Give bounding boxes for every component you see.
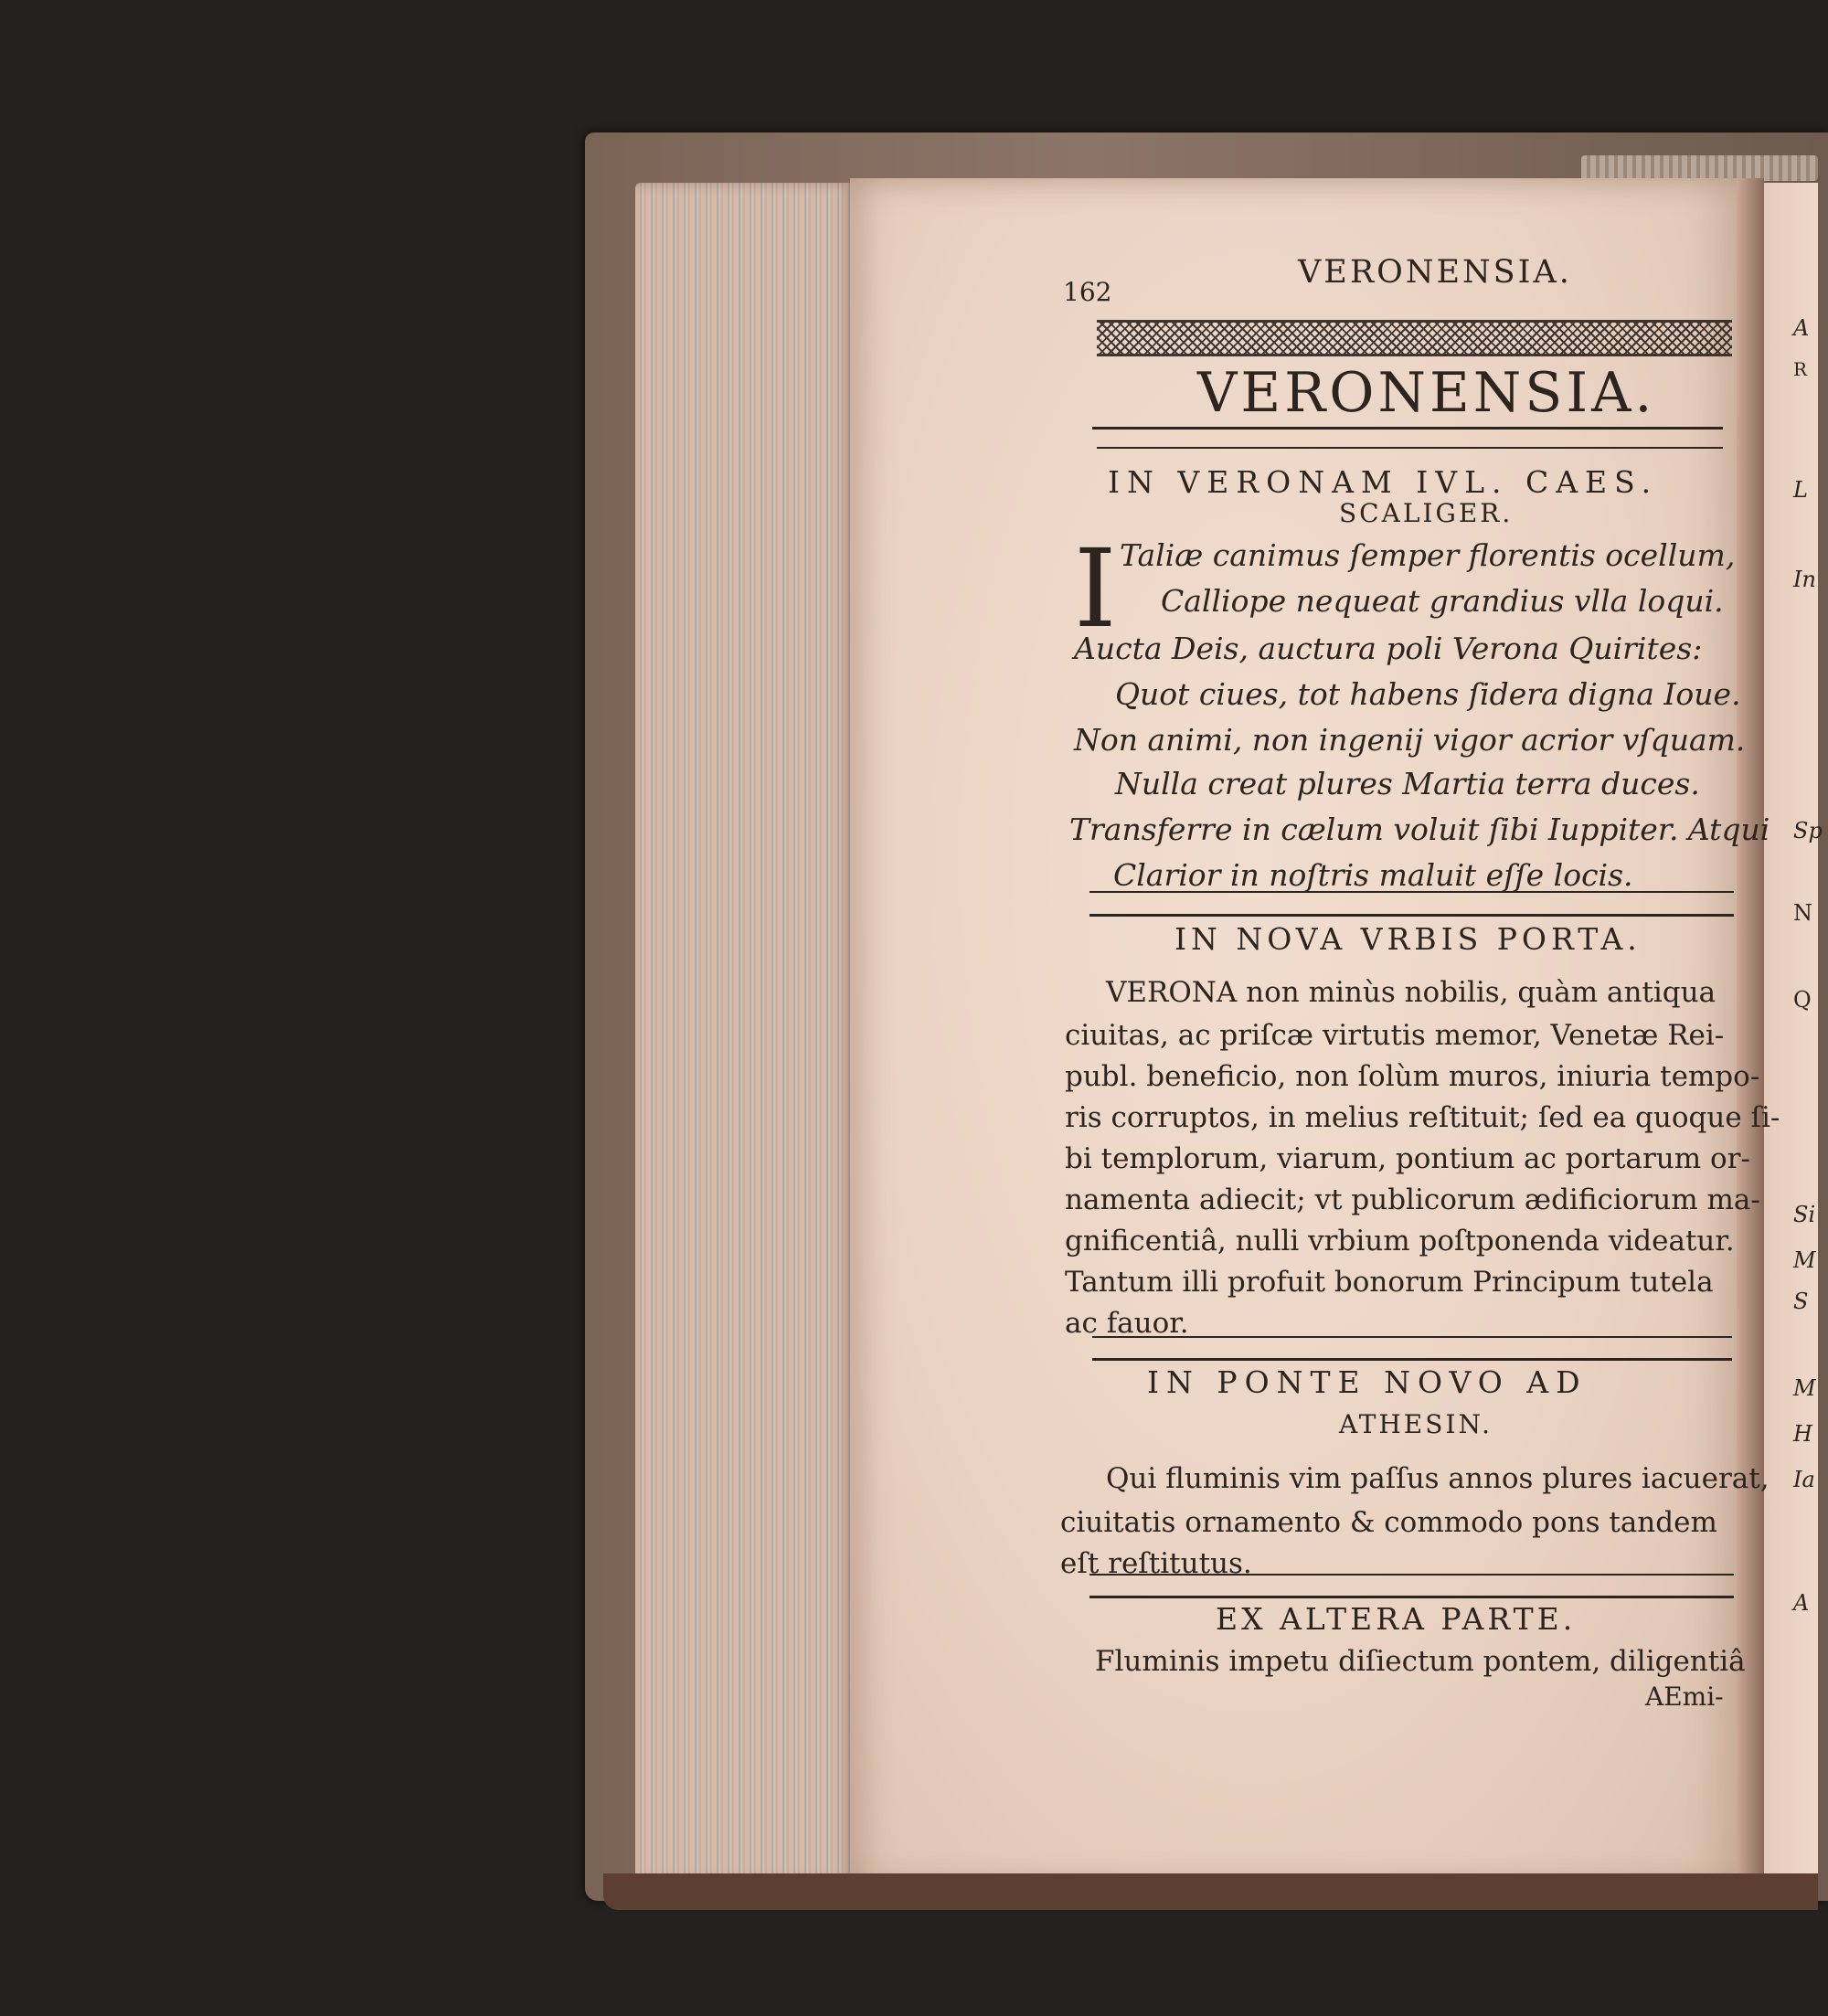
page-edges xyxy=(635,183,855,1883)
catchword: AEmi- xyxy=(1645,1682,1724,1712)
prose-line: ciuitatis ornamento & commodo pons tandem xyxy=(1060,1506,1717,1539)
facing-fragment: A xyxy=(1793,1590,1810,1616)
facing-fragment: H xyxy=(1793,1421,1812,1447)
section-subheading: SCALIGER. xyxy=(1339,498,1514,528)
rule xyxy=(1097,447,1723,449)
prose-line: publ. beneficio, non ſolùm muros, iniuria tempo- xyxy=(1065,1060,1760,1093)
facing-fragment: Sp xyxy=(1793,818,1823,844)
prose-line: ac fauor. xyxy=(1065,1307,1189,1340)
facing-fragment: M xyxy=(1793,1247,1816,1273)
rule xyxy=(1092,1358,1732,1361)
verse-line: Non animi, non ingenij vigor acrior vſquam. xyxy=(1074,722,1746,758)
facing-fragment: L xyxy=(1793,477,1808,503)
prose-line: namenta adiecit; vt publicorum ædificiorum ma- xyxy=(1065,1183,1760,1216)
running-head: VERONENSIA. xyxy=(1298,254,1572,291)
prose-line: ris corruptos, in melius reſtituit; ſed ea quoque ſi- xyxy=(1065,1101,1780,1134)
rule xyxy=(1089,891,1734,893)
prose-line: gnificentiâ, nulli vrbium poſtponenda videatur. xyxy=(1065,1225,1735,1257)
facing-fragment: S xyxy=(1793,1289,1809,1314)
facing-page xyxy=(1764,183,1818,1883)
prose-line: eſt reſtitutus. xyxy=(1060,1547,1252,1580)
verse-line: Transferre in cælum voluit ſibi Iuppiter. Atqui xyxy=(1069,812,1770,847)
facing-fragment: R xyxy=(1793,358,1808,380)
verse-line: Taliæ canimus ſemper florentis ocellum, xyxy=(1120,537,1736,573)
facing-fragment: A xyxy=(1793,315,1810,341)
page-number: 162 xyxy=(1063,277,1112,307)
facing-fragment: Ia xyxy=(1793,1467,1815,1492)
headband xyxy=(1581,155,1818,181)
section-subheading: ATHESIN. xyxy=(1339,1409,1493,1439)
prose-line: Fluminis impetu diſiectum pontem, diligentiâ xyxy=(1095,1645,1746,1678)
prose-line: VERONA non minùs nobilis, quàm antiqua xyxy=(1106,976,1716,1009)
drop-cap: I xyxy=(1074,525,1117,652)
gutter xyxy=(1737,178,1764,1887)
facing-fragment: Q xyxy=(1793,987,1812,1013)
verse-line: Nulla creat plures Martia terra duces. xyxy=(1115,766,1700,801)
rule xyxy=(1092,427,1723,430)
facing-fragment: Si xyxy=(1793,1202,1816,1227)
facing-fragment: M xyxy=(1793,1375,1816,1401)
cover-bottom-edge xyxy=(603,1873,1818,1910)
rule xyxy=(1089,914,1734,917)
section-heading: IN PONTE NOVO AD xyxy=(1147,1364,1588,1400)
rule xyxy=(1092,1336,1732,1338)
prose-line: bi templorum, viarum, pontium ac portarum or- xyxy=(1065,1142,1750,1175)
section-heading: EX ALTERA PARTE. xyxy=(1216,1601,1577,1637)
verse-line: Clarior in noſtris maluit eſſe locis. xyxy=(1113,857,1633,893)
section-heading: IN NOVA VRBIS PORTA. xyxy=(1174,921,1642,957)
verse-line: Quot ciues, tot habens ſidera digna Ioue. xyxy=(1115,676,1741,712)
verse-line: Calliope nequeat grandius vlla loqui. xyxy=(1161,583,1724,619)
prose-line: Tantum illi profuit bonorum Principum tutela xyxy=(1065,1266,1714,1299)
prose-line: Qui fluminis vim paſſus annos plures iacuerat, xyxy=(1106,1462,1770,1495)
rule xyxy=(1089,1574,1734,1576)
page-title: VERONENSIA. xyxy=(1197,361,1656,425)
prose-line: ciuitas, ac priſcæ virtutis memor, Venetæ Rei- xyxy=(1065,1019,1725,1052)
facing-fragment: N xyxy=(1793,900,1812,926)
facing-fragment: In xyxy=(1793,567,1816,592)
section-heading: IN VERONAM IVL. CAES. xyxy=(1108,464,1659,500)
rule xyxy=(1089,1596,1734,1598)
ornament-band xyxy=(1097,320,1732,356)
verse-line: Aucta Deis, auctura poli Verona Quirites: xyxy=(1074,631,1703,666)
